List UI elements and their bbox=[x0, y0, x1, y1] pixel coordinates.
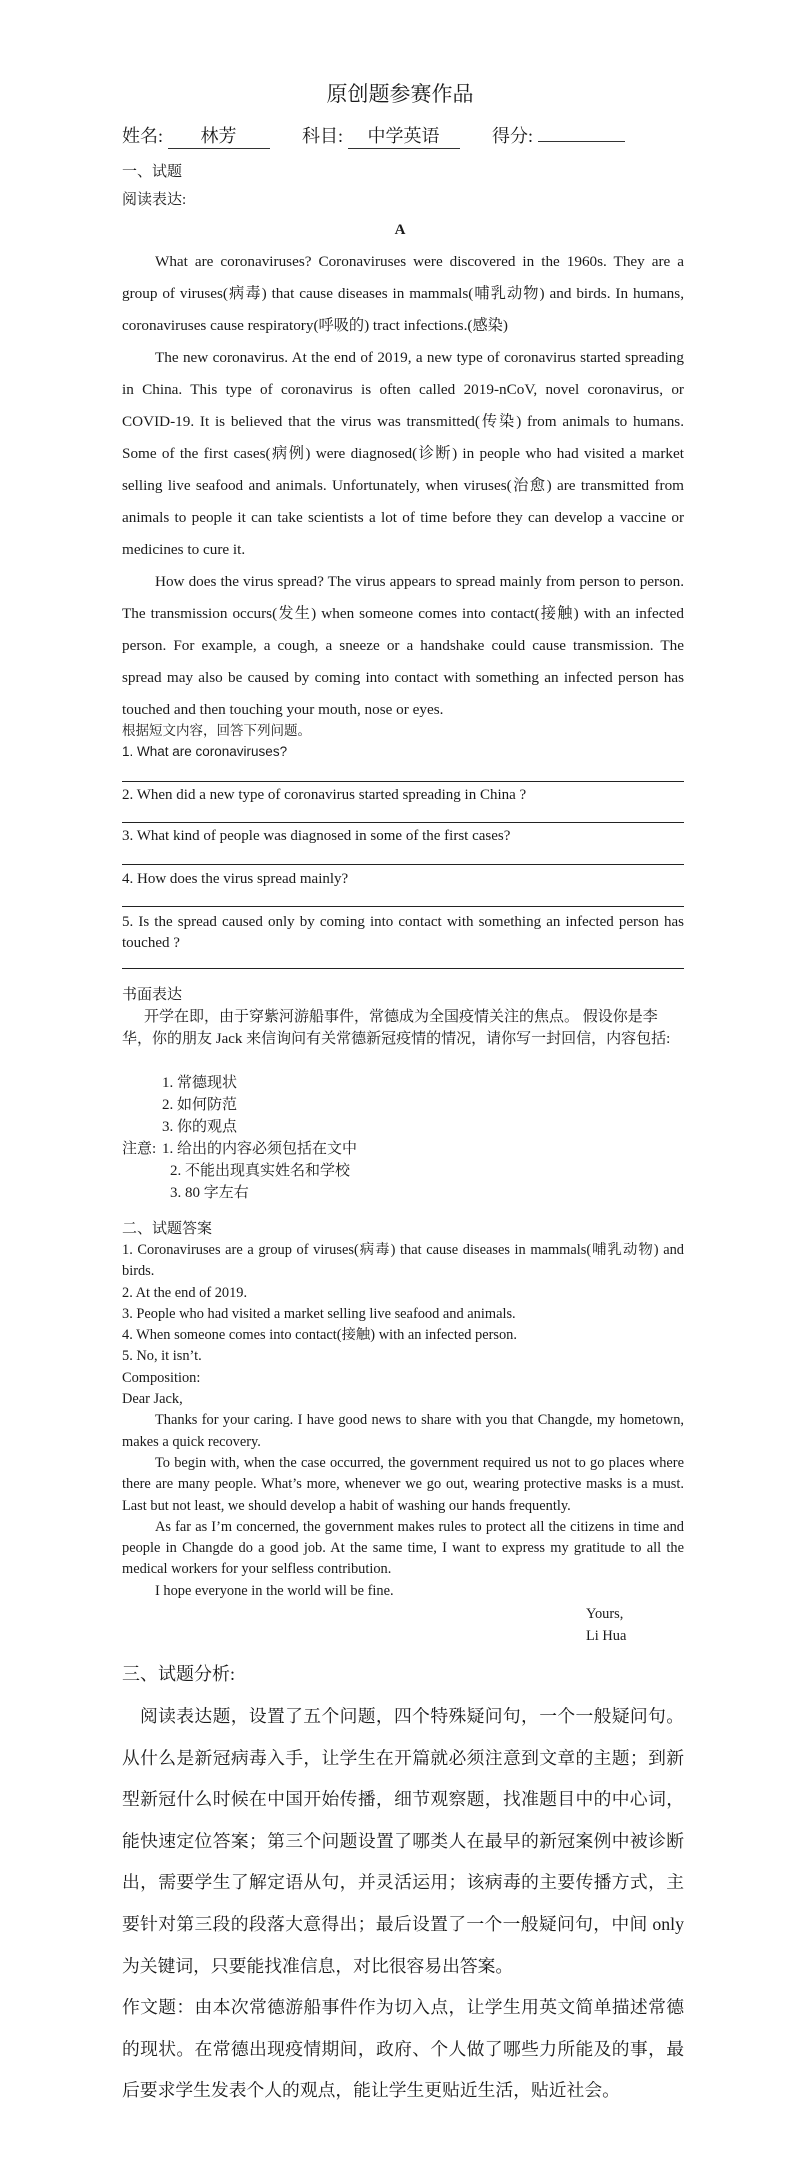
passage-paragraph: How does the virus spread? The virus appears to spread mainly from person to person. The transmission occurs(发生) when someone comes into contact(接触) with an infected person. For example, a cough, a sneeze or a handshake could cause transmission. The spread may also be caused by coming into contact with something an infected person has touched and then touching your mouth, nose or eyes. bbox=[122, 573, 684, 718]
question-3: 3. What kind of people was diagnosed in some of the first cases? bbox=[122, 828, 511, 844]
analysis-text bbox=[122, 1696, 684, 2112]
answer-item: 4. When someone comes into contact(接触) with an infected person. bbox=[122, 1327, 517, 1344]
score-field bbox=[538, 141, 625, 142]
subject-label: 科目: bbox=[302, 126, 344, 146]
reading-passage bbox=[122, 246, 684, 726]
composition-label: Composition: bbox=[122, 1369, 201, 1386]
answer-item: 1. Coronaviruses are a group of viruses(病毒) that cause diseases in mammals(哺乳动物) and birds. bbox=[122, 1242, 684, 1280]
analysis-paragraph: 阅读表达题，设置了五个问题，四个特殊疑问句，一个一般疑问句。从什么是新冠病毒入手，让学生在开篇就必须注意到文章的主题；到新型新冠什么时候在中国开始传播，细节观察题，找准题目中的中心词，能快速定位答案；第三个问题设置了哪类人在最早的新冠案例中被诊断出，需要学生了解定语从句，并灵活运用；该病毒的主要传播方式，主要针对第三段的段落大意得出；最后设置了一个一般疑问句，中间 only 为关键词，只要能找准信息，对比很容易出答案。 bbox=[122, 1706, 684, 1976]
passage-letter: A bbox=[394, 222, 406, 238]
section2-heading: 二、试题答案 bbox=[122, 1221, 213, 1237]
notes-label: 注意: bbox=[122, 1141, 157, 1157]
page-title: 原创题参赛作品 bbox=[326, 82, 474, 106]
writing-note: 3. 80 字左右 bbox=[170, 1185, 249, 1201]
question-4: 4. How does the virus spread mainly? bbox=[122, 871, 349, 887]
answer-line bbox=[122, 968, 684, 969]
info-line bbox=[122, 122, 682, 149]
writing-point: 1. 常德现状 bbox=[162, 1075, 238, 1091]
letter-signature: Li Hua bbox=[586, 1628, 627, 1644]
name-label: 姓名: bbox=[122, 126, 164, 146]
answer-key bbox=[122, 1240, 684, 1602]
section1-heading: 一、试题 bbox=[122, 164, 183, 180]
writing-point: 2. 如何防范 bbox=[162, 1097, 238, 1113]
question-2: 2. When did a new type of coronavirus started spreading in China ? bbox=[122, 787, 527, 803]
answer-item: 3. People who had visited a market selling live seafood and animals. bbox=[122, 1305, 516, 1322]
writing-note: 2. 不能出现真实姓名和学校 bbox=[170, 1163, 351, 1179]
section3-heading: 三、试题分析: bbox=[122, 1664, 236, 1684]
subject-field: 中学英语 bbox=[348, 122, 460, 149]
question-1: 1. What are coronaviruses? bbox=[122, 744, 288, 759]
name-field: 林芳 bbox=[168, 122, 270, 149]
letter-paragraph: Thanks for your caring. I have good news to share with you that Changde, my hometown, makes a quick recovery. bbox=[122, 1412, 684, 1450]
answer-line bbox=[122, 906, 684, 907]
writing-note: 1. 给出的内容必须包括在文中 bbox=[162, 1141, 358, 1157]
letter-paragraph: To begin with, when the case occurred, the government required us not to go places where there are many people. What’s more, whenever we go out, wearing protective masks is a must. Last but not least, we should develop a habit of washing our hands frequently. bbox=[122, 1454, 684, 1514]
answer-line bbox=[122, 781, 684, 782]
question-5: 5. Is the spread caused only by coming into contact with something an infected person has touched ? bbox=[122, 914, 684, 951]
answer-item: 2. At the end of 2019. bbox=[122, 1284, 248, 1301]
answer-item: 5. No, it isn’t. bbox=[122, 1348, 202, 1365]
score-label: 得分: bbox=[492, 126, 534, 146]
writing-prompt: 开学在即，由于穿紫河游船事件，常德成为全国疫情关注的焦点。 假设你是李华，你的朋友 Jack 来信询问有关常德新冠疫情的情况，请你写一封回信，内容包括: bbox=[122, 1009, 671, 1047]
salutation: Dear Jack, bbox=[122, 1391, 183, 1408]
answer-line bbox=[122, 822, 684, 823]
passage-paragraph: What are coronaviruses? Coronaviruses were discovered in the 1960s. They are a group of viruses(病毒) that cause diseases in mammals(哺乳动物) and birds. In humans, coronaviruses cause respiratory(呼吸的) tract infections.(感染) bbox=[122, 253, 684, 334]
reading-heading: 阅读表达: bbox=[122, 192, 187, 208]
answer-line bbox=[122, 864, 684, 865]
analysis-paragraph: 作文题：由本次常德游船事件作为切入点，让学生用英文简单描述常德的现状。在常德出现疫情期间，政府、个人做了哪些力所能及的事，最后要求学生发表个人的观点，能让学生更贴近生活，贴近社会。 bbox=[122, 1997, 684, 2101]
question-instruction: 根据短文内容，回答下列问题。 bbox=[122, 723, 311, 738]
letter-paragraph: As far as I’m concerned, the government makes rules to protect all the citizens in time and people in Changde do a good job. At the same time, I want to express my gratitude to all the medical workers for your selfless contribution. bbox=[122, 1518, 684, 1578]
writing-heading: 书面表达 bbox=[122, 987, 183, 1003]
letter-closing: Yours, bbox=[586, 1606, 624, 1622]
passage-paragraph: The new coronavirus. At the end of 2019, a new type of coronavirus started spreading in China. This type of coronavirus is often called 2019-nCoV, novel coronavirus, or COVID-19. It is believed that the virus was transmitted(传染) from animals to humans. Some of the first cases(病例) were diagnosed(诊断) in people who had visited a market selling live seafood and animals. Unfortunately, when viruses(治愈) are transmitted from animals to people it can take scientists a lot of time before they can develop a vaccine or medicines to cure it. bbox=[122, 349, 684, 558]
writing-point: 3. 你的观点 bbox=[162, 1119, 238, 1135]
letter-paragraph: I hope everyone in the world will be fine. bbox=[155, 1582, 394, 1599]
